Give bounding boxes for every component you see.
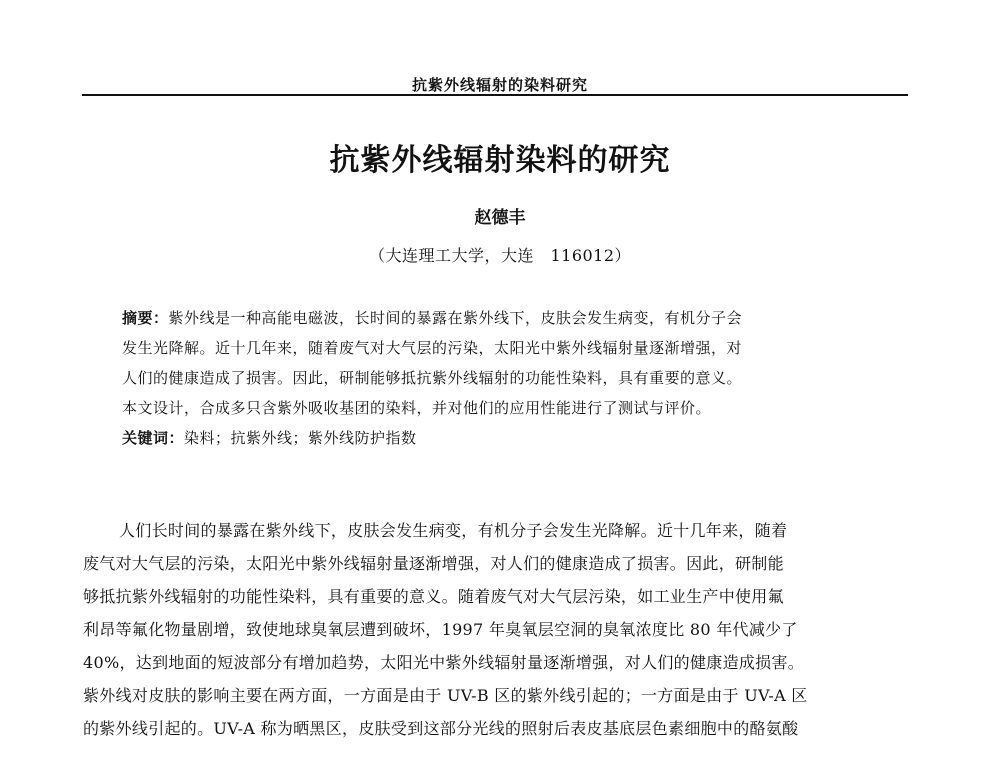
- article-author: 赵德丰: [474, 208, 526, 228]
- abstract-line: 人们的健康造成了损害。因此，研制能够抵抗紫外线辐射的功能性染料，具有重要的意义。: [122, 369, 743, 387]
- abstract-block: [122, 303, 862, 453]
- body-line: 废气对大气层的污染，太阳光中紫外线辐射量逐渐增强，对人们的健康造成了损害。因此，研制能: [83, 554, 784, 573]
- header-rule: [82, 94, 908, 96]
- body-line: 人们长时间的暴露在紫外线下，皮肤会发生病变，有机分子会发生光降解。近十几年来，随着: [119, 521, 788, 540]
- body-line: 够抵抗紫外线辐射的功能性染料，具有重要的意义。随着废气对大气层污染，如工业生产中使用氟: [83, 587, 784, 606]
- keywords-line: [122, 423, 862, 453]
- body-line: 40%，达到地面的短波部分有增加趋势，太阳光中紫外线辐射量逐渐增强，对人们的健康造成损害。: [83, 653, 805, 672]
- running-header: 抗紫外线辐射的染料研究: [411, 76, 588, 94]
- body-line: 的紫外线引起的。UV-A 称为晒黑区，皮肤受到这部分光线的照射后表皮基底层色素细胞中的酪氨酸: [83, 719, 799, 738]
- keywords-label: 关键词：: [122, 429, 185, 447]
- abstract-text: 紫外线是一种高能电磁波，长时间的暴露在紫外线下，皮肤会发生病变，有机分子会: [168, 309, 743, 327]
- article-affiliation: （大连理工大学，大连 116012）: [368, 246, 632, 265]
- keywords-text: 染料；抗紫外线；紫外线防护指数: [184, 429, 417, 447]
- article-title: 抗紫外线辐射染料的研究: [329, 143, 671, 178]
- body-line: 紫外线对皮肤的影响主要在两方面，一方面是由于 UV-B 区的紫外线引起的；一方面是由于 UV-A 区: [83, 686, 808, 705]
- body-line: 利昂等氟化物量剧增，致使地球臭氧层遭到破坏，1997 年臭氧层空洞的臭氧浓度比 80 年代减少了: [83, 620, 798, 639]
- abstract-line: 发生光降解。近十几年来，随着废气对大气层的污染，太阳光中紫外线辐射量逐渐增强，对: [122, 339, 743, 357]
- abstract-line: [122, 303, 862, 333]
- body-paragraph: [83, 514, 913, 745]
- abstract-label: 摘要：: [122, 309, 169, 327]
- abstract-line: 本文设计，合成多只含紫外吸收基团的染料，并对他们的应用性能进行了测试与评价。: [122, 399, 712, 417]
